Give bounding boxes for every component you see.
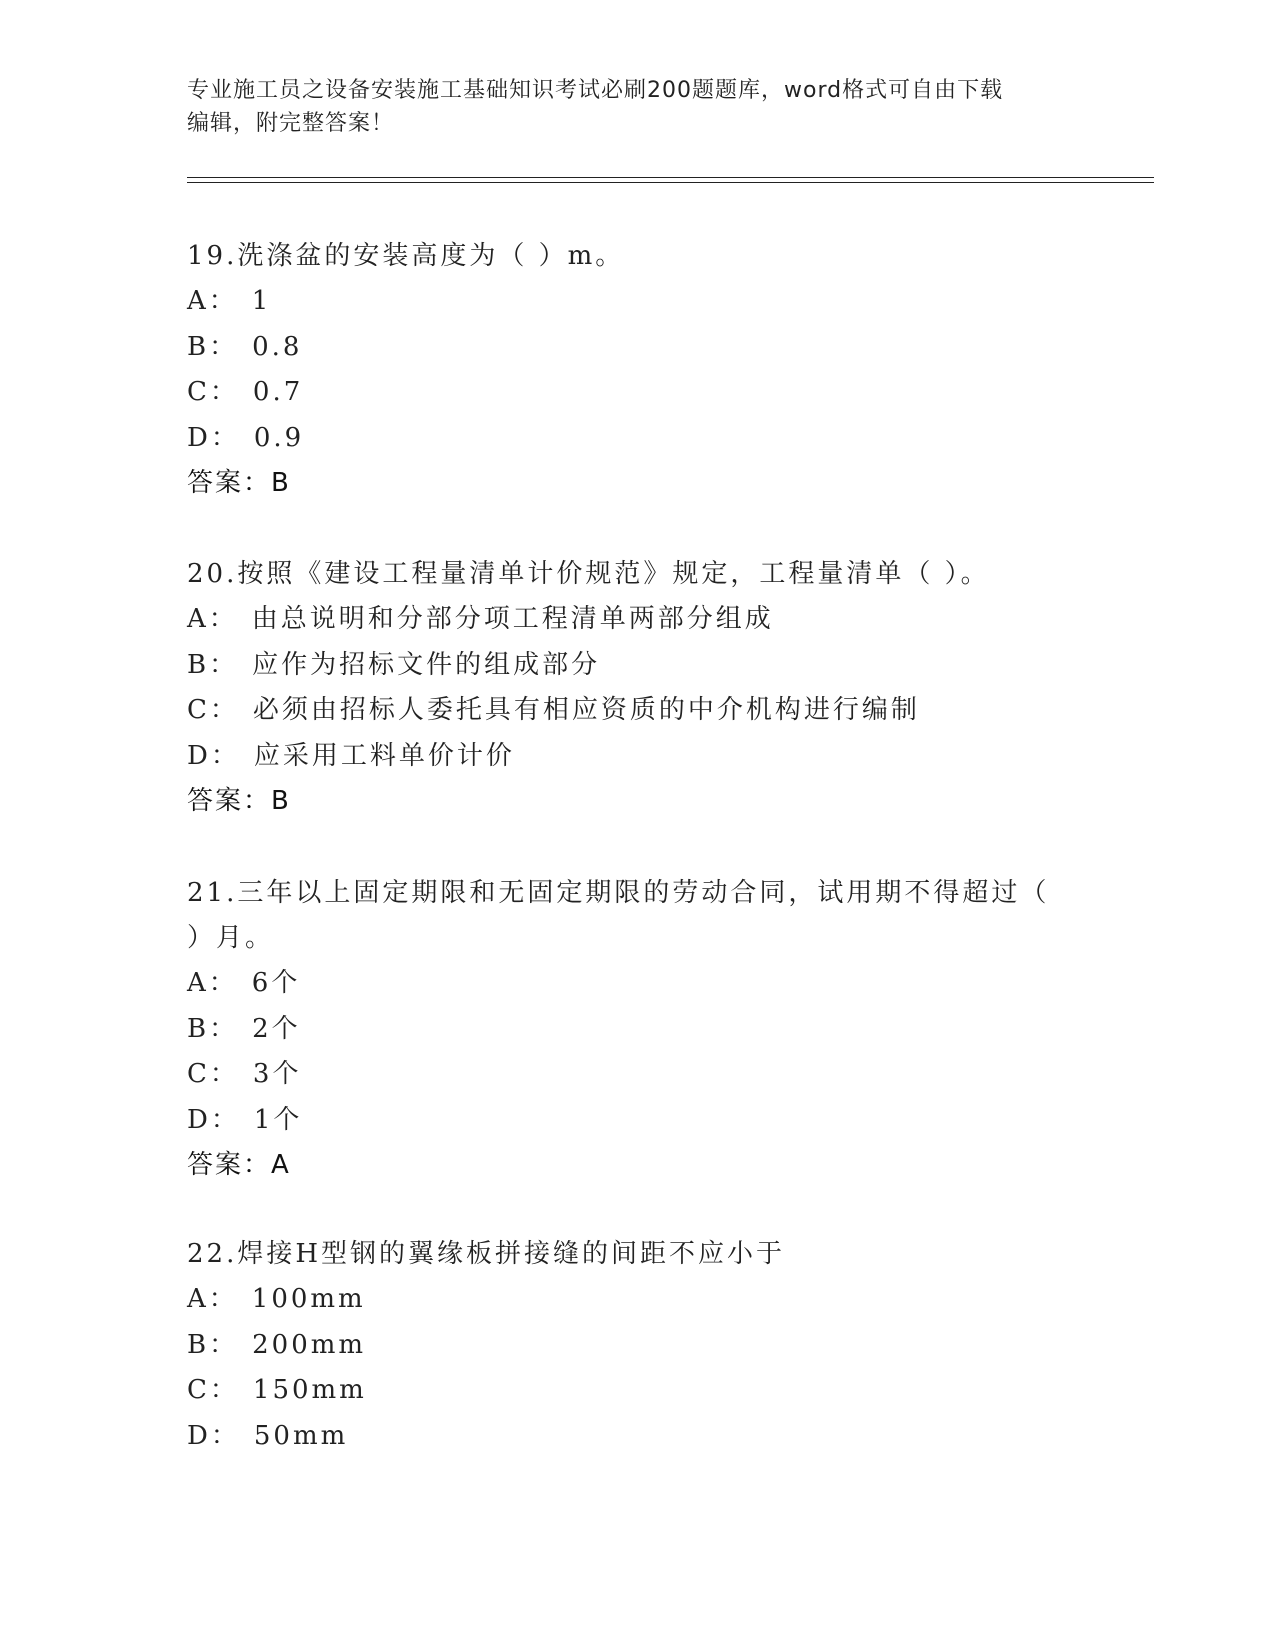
answer-line: 答案：B [187, 786, 291, 816]
option-text: 1个 [253, 1104, 303, 1135]
option-c [187, 370, 1067, 416]
option-text: 6个 [251, 968, 301, 998]
option-text: 0.7 [252, 377, 304, 407]
option-text: 3个 [252, 1059, 302, 1089]
option-text: 应作为招标文件的组成部分 [252, 649, 601, 680]
question-21 [187, 871, 1067, 1188]
question-stem-continued: ）月。 [187, 923, 275, 953]
question-stem: 20.按照《建设工程量清单计价规范》规定，工程量清单（ ）。 [187, 559, 990, 589]
option-c [187, 1368, 1067, 1414]
option-c [187, 1052, 1067, 1098]
option-text: 200mm [252, 1329, 367, 1360]
option-key: C： [187, 695, 239, 725]
question-22 [187, 1232, 1067, 1459]
option-key: C： [187, 377, 239, 407]
header-divider-top [187, 177, 1154, 178]
option-b [187, 325, 1067, 371]
answer-line: 答案：A [187, 1150, 291, 1180]
option-d [187, 1414, 1067, 1460]
question-20 [187, 552, 1067, 824]
option-a [187, 279, 1067, 325]
option-key: A： [187, 604, 238, 634]
option-d [187, 416, 1067, 462]
option-text: 0.8 [252, 331, 303, 362]
option-text: 150mm [252, 1375, 367, 1405]
option-a [187, 1277, 1067, 1323]
option-key: D： [187, 422, 240, 453]
header-divider-bottom [187, 182, 1154, 183]
option-text: 1 [251, 286, 272, 316]
option-key: B： [187, 649, 239, 680]
option-key: A： [187, 1284, 238, 1314]
document-header [187, 74, 1087, 140]
option-text: 50mm [253, 1420, 349, 1451]
option-a [187, 961, 1067, 1007]
option-key: B： [187, 331, 239, 362]
answer-line: 答案：B [187, 468, 291, 498]
question-stem: 19.洗涤盆的安装高度为（ ）m。 [187, 241, 625, 271]
option-b [187, 1323, 1067, 1369]
option-key: A： [187, 968, 238, 998]
option-b [187, 1007, 1067, 1053]
option-text: 0.9 [253, 422, 305, 453]
question-stem: 22.焊接H型钢的翼缘板拼接缝的间距不应小于 [187, 1239, 786, 1269]
option-d [187, 1098, 1067, 1144]
option-d [187, 734, 1067, 780]
option-key: D： [187, 1104, 240, 1135]
option-key: C： [187, 1059, 239, 1089]
option-text: 由总说明和分部分项工程清单两部分组成 [251, 604, 774, 634]
option-text: 应采用工料单价计价 [253, 740, 515, 771]
header-line-2: 编辑，附完整答案！ [187, 111, 395, 136]
option-key: D： [187, 1420, 240, 1451]
question-19 [187, 234, 1067, 506]
question-stem: 21.三年以上固定期限和无固定期限的劳动合同，试用期不得超过（ [187, 878, 1050, 908]
header-line-1: 专业施工员之设备安装施工基础知识考试必刷200题题库，word格式可自由下载 [187, 78, 1004, 103]
option-text: 2个 [252, 1013, 301, 1044]
option-b [187, 643, 1067, 689]
option-key: C： [187, 1375, 239, 1405]
option-key: D： [187, 740, 240, 771]
option-key: B： [187, 1013, 239, 1044]
option-key: A： [187, 286, 238, 316]
option-text: 100mm [251, 1284, 366, 1314]
option-a [187, 597, 1067, 643]
option-text: 必须由招标人委托具有相应资质的中介机构进行编制 [252, 695, 920, 725]
option-c [187, 688, 1067, 734]
option-key: B： [187, 1329, 239, 1360]
